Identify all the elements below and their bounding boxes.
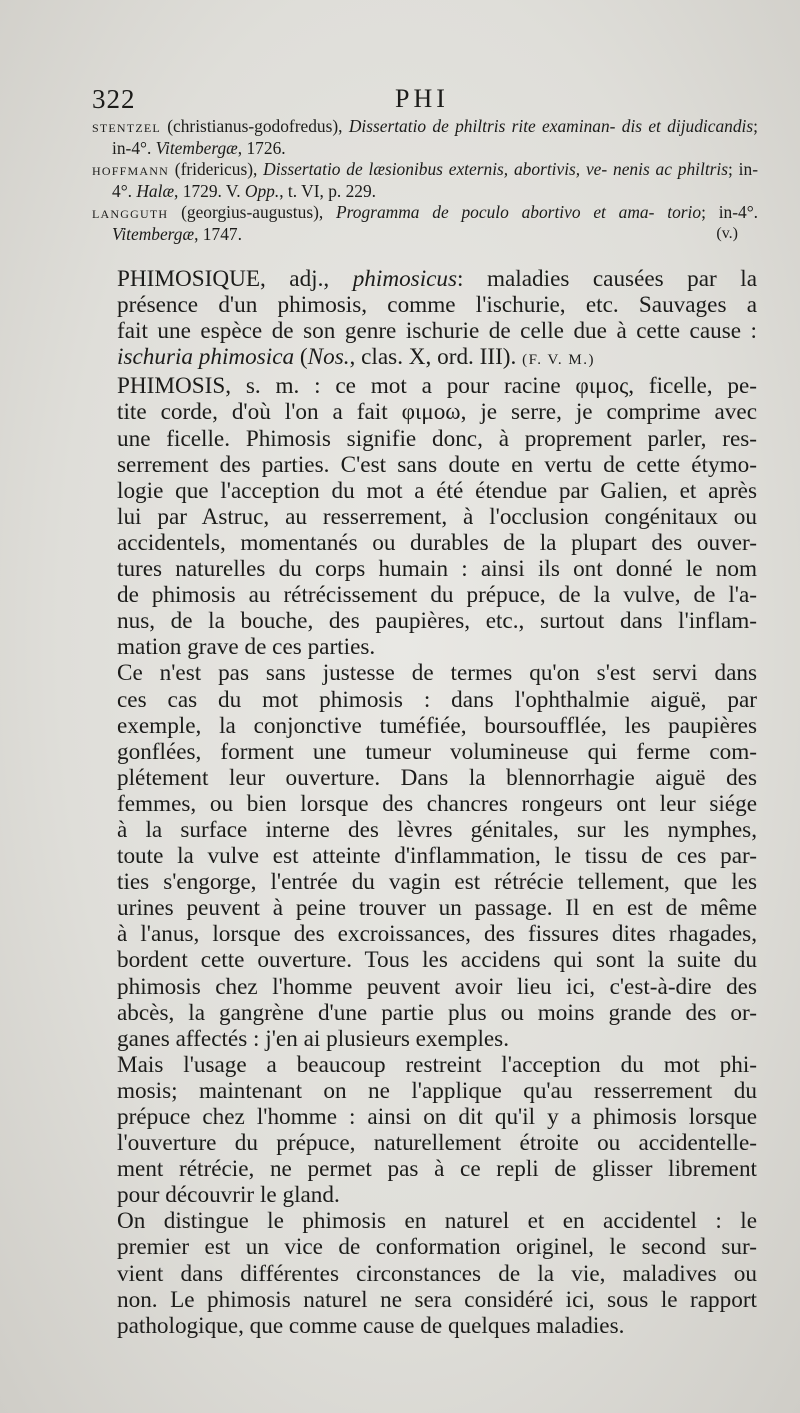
article-body xyxy=(117,266,757,1339)
page-header xyxy=(92,84,712,118)
text-line: plétement leur ouverture. Dans la blennorrhagie aiguë des xyxy=(117,764,757,791)
text-line: une ficelle. Phimosis signifie donc, à proprement parler, res- xyxy=(117,425,757,452)
text-line: lui par Astruc, au resserrement, à l'occlusion congénitaux ou xyxy=(117,503,757,530)
text-line: ces cas du mot phimosis : dans l'ophthalmie aiguë, par xyxy=(117,686,757,713)
article-paragraph xyxy=(117,1052,757,1209)
text-line: pour découvrir le gland. xyxy=(117,1182,340,1209)
text-line: ties s'engorge, l'entrée du vagin est rétrécie tellement, que les xyxy=(117,869,757,896)
text-line: toute la vulve est atteinte d'inflammation, le tissu de ces par- xyxy=(117,843,757,870)
text-line: vient dans différentes circonstances de la vie, maladives ou xyxy=(117,1260,757,1287)
reference-line: (christianus-godofredus), Dissertatio de philtris rite examinan- xyxy=(167,116,616,136)
reference-author: LANGGUTH xyxy=(92,206,169,221)
bibliography xyxy=(92,116,758,244)
text-line: Mais l'usage a beaucoup restreint l'acception du mot phi- xyxy=(117,1051,757,1078)
article-paragraph xyxy=(117,1208,757,1338)
running-title: PHI xyxy=(395,84,449,113)
text-line: urines peuvent à peine trouver un passage. Il en est de même xyxy=(117,895,757,922)
reference-entry xyxy=(92,159,758,202)
reference-signature: (v.) xyxy=(716,225,738,243)
text-line: On distingue le phimosis en naturel et en accidentel : le xyxy=(117,1208,757,1235)
reference-line: torio; in-4°. Vitembergæ, 1747. xyxy=(112,201,759,245)
reference-entry xyxy=(92,116,758,159)
text-line: exemple, la conjonctive tuméfiée, boursoufflée, les paupières xyxy=(117,712,757,739)
text-line: de phimosis au rétrécissement du prépuce, de la vulve, de l'a- xyxy=(117,582,757,609)
text-line: premier est un vice de conformation originel, le second sur- xyxy=(117,1234,757,1261)
text-line: tures naturelles du corps humain : ainsi ils ont donné le nom xyxy=(117,556,757,583)
reference-entry xyxy=(92,202,758,245)
text-line: l'ouverture du prépuce, naturellement étroite ou accidentelle- xyxy=(117,1130,757,1157)
text-line: gonflées, forment une tumeur volumineuse qui ferme com- xyxy=(117,738,757,765)
page-number: 322 xyxy=(92,84,136,114)
text-line: femmes, ou bien lorsque des chancres rongeurs ont leur siége xyxy=(117,790,757,817)
text-line: nus, de la bouche, des paupières, etc., surtout dans l'inflam- xyxy=(117,608,757,635)
text-line: serrement des parties. C'est sans doute en vertu de cette étymo- xyxy=(117,451,757,478)
reference-line: (fridericus), Dissertatio de læsionibus externis, abortivis, ve- xyxy=(174,158,608,179)
text-line: pathologique, que comme cause de quelques maladies. xyxy=(117,1312,625,1339)
text-line: fait une espèce de son genre ischurie de celle due à cette cause : xyxy=(117,318,757,345)
reference-author: HOFFMANN xyxy=(92,163,169,178)
text-line: PHIMOSIQUE, adj., phimosicus: maladies causées par la xyxy=(117,266,757,292)
text-line: mosis; maintenant on ne l'applique qu'au resserrement du xyxy=(117,1077,757,1104)
reference-line: (georgius-augustus), Programma de poculo abortivo et ama- xyxy=(181,201,655,222)
text-line: mation grave de ces parties. xyxy=(117,634,376,661)
text-line: ment rétrécie, ne permet pas à ce repli de glisser librement xyxy=(117,1156,757,1183)
text-line: ganes affectés : j'en ai plusieurs exemples. xyxy=(117,1025,510,1052)
article-paragraph xyxy=(117,660,757,1051)
article-paragraph xyxy=(117,373,757,660)
text-line: prépuce chez l'homme : ainsi on dit qu'il y a phimosis lorsque xyxy=(117,1104,757,1130)
reference-line: dis et dijudicandis; in-4°. Vitembergæ, 1726. xyxy=(112,116,759,159)
text-line: logie que l'acception du mot a été étendue par Galien, et après xyxy=(117,477,757,504)
text-line: abcès, la gangrène d'une partie plus ou moins grande des or- xyxy=(117,999,757,1026)
text-line: accidentels, momentanés ou durables de la plupart des ouver- xyxy=(117,529,757,556)
text-line: à la surface interne des lèvres génitales, sur les nymphes, xyxy=(117,816,757,843)
text-line: tite corde, d'où l'on a fait φιμοω, je serre, je comprime avec xyxy=(117,399,757,426)
reference-author: STENTZEL xyxy=(92,121,161,135)
text-line: phimosis chez l'homme peuvent avoir lieu ici, c'est-à-dire des xyxy=(117,973,757,1000)
text-line: PHIMOSIS, s. m. : ce mot a pour racine φιμος, ficelle, pe- xyxy=(117,373,757,400)
text-line: bordent cette ouverture. Tous les accidens qui sont la suite du xyxy=(117,947,757,974)
text-line: ischuria phimosica (Nos., clas. X, ord. III). (F. V. M.) xyxy=(117,344,595,371)
article-paragraph xyxy=(117,266,757,373)
text-line: à l'anus, lorsque des excroissances, des fissures dites rhagades, xyxy=(117,921,757,948)
reference-line: nenis ac philtris; in-4°. Halæ, 1729. V. Opp., t. VI, p. 229. xyxy=(112,158,758,202)
text-line: non. Le phimosis naturel ne sera considéré ici, sous le rapport xyxy=(117,1286,757,1313)
text-line: Ce n'est pas sans justesse de termes qu'on s'est servi dans xyxy=(117,660,757,687)
text-line: présence d'un phimosis, comme l'ischurie, etc. Sauvages a xyxy=(117,292,757,319)
